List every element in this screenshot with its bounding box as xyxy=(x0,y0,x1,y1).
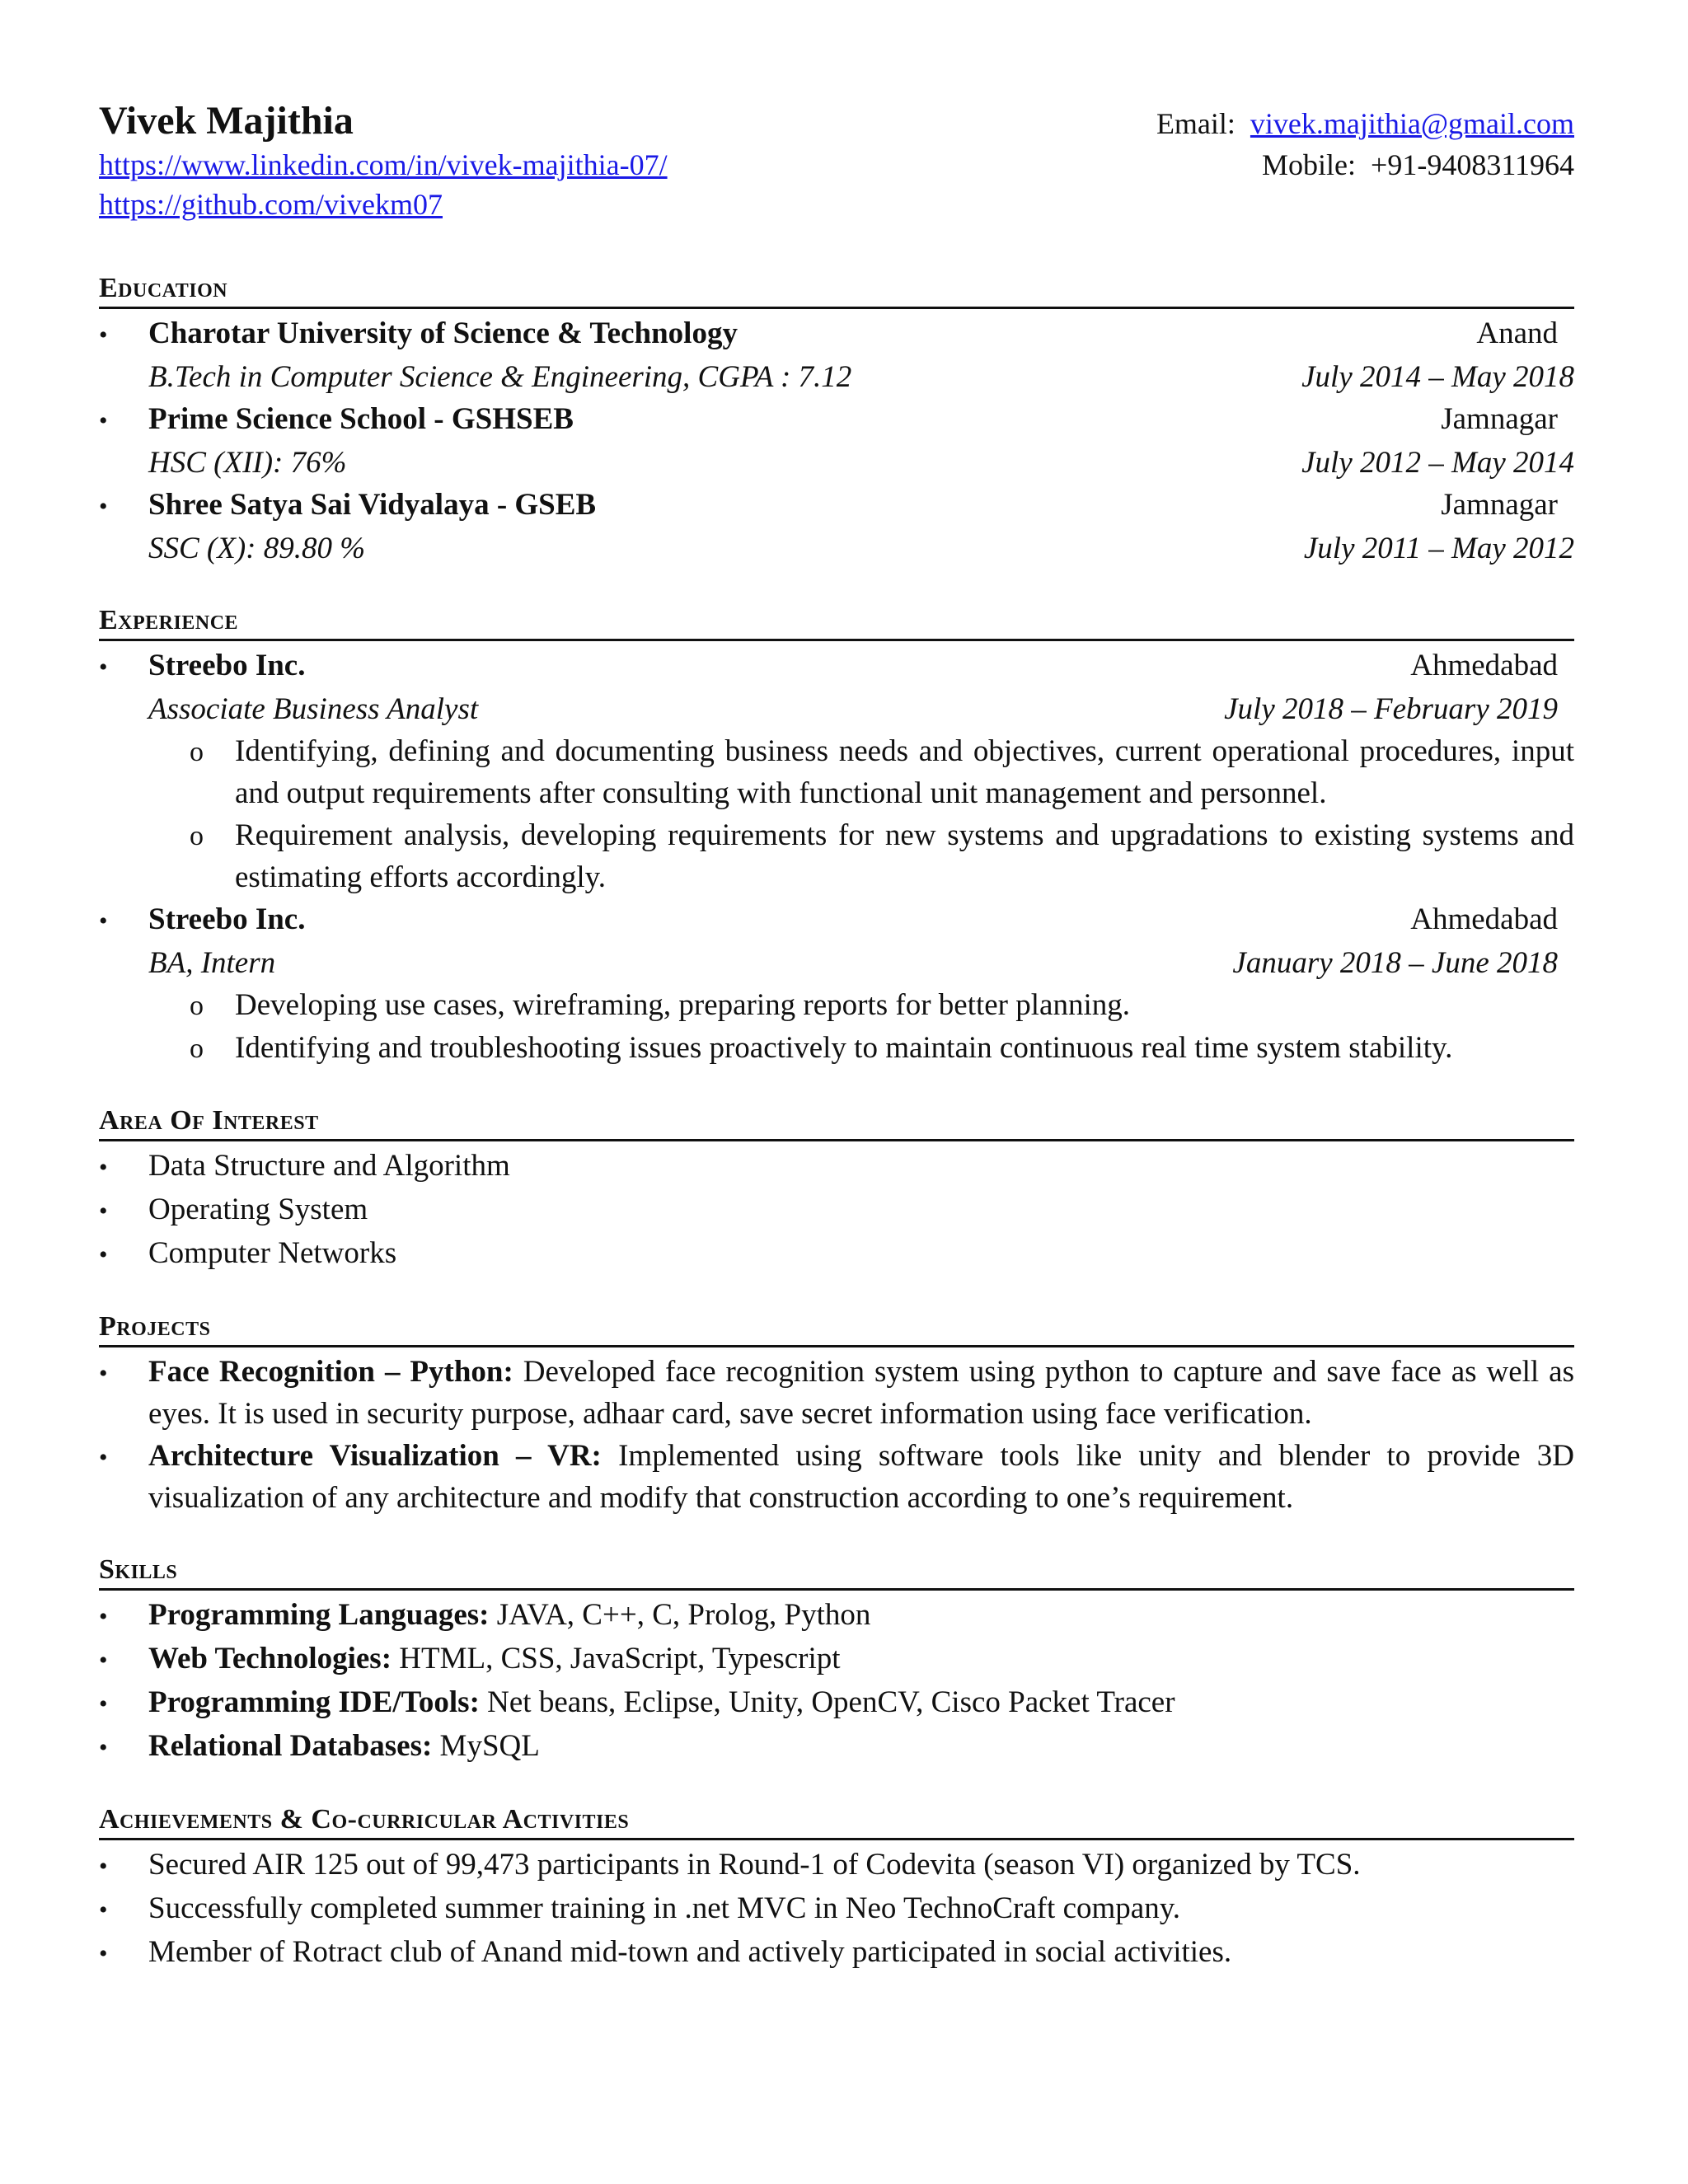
institution-name: Shree Satya Sai Vidyalaya - GSEB xyxy=(148,488,597,522)
email-line xyxy=(1156,104,1574,143)
skill-label: Relational Databases: xyxy=(148,1729,433,1763)
candidate-name: Vivek Majithia xyxy=(99,99,354,143)
sub-bullet-icon: o xyxy=(190,821,204,851)
education-dates: July 2012 – May 2014 xyxy=(1301,446,1574,480)
skill-item xyxy=(99,1594,1574,1638)
mobile-number: +91-9408311964 xyxy=(1371,148,1574,181)
bullet-icon: • xyxy=(99,1647,108,1674)
projects-list xyxy=(99,1351,1574,1519)
interest-list xyxy=(99,1145,1574,1276)
bullet-icon: • xyxy=(99,1896,108,1924)
skill-content xyxy=(148,1725,1574,1767)
interest-section xyxy=(99,1104,1574,1276)
company-location: Ahmedabad xyxy=(1410,649,1558,682)
bullet-icon: • xyxy=(99,1241,108,1268)
education-bullet-row xyxy=(99,312,1574,356)
experience-header xyxy=(148,644,1574,687)
skill-item xyxy=(99,1725,1574,1769)
project-content xyxy=(148,1351,1574,1435)
bullet-icon: • xyxy=(99,1853,108,1880)
job-dates: July 2018 – February 2019 xyxy=(1224,692,1558,726)
bullet-icon: • xyxy=(99,1940,108,1967)
sub-bullet-icon: o xyxy=(190,1033,204,1064)
education-detail: B.Tech in Computer Science & Engineering, CGPA : 7.12 xyxy=(148,360,852,394)
skill-content xyxy=(148,1594,1574,1636)
skill-values: Net beans, Eclipse, Unity, OpenCV, Cisco Packet Tracer xyxy=(487,1685,1175,1719)
education-header xyxy=(148,312,1574,354)
education-header xyxy=(148,484,1574,526)
experience-bullet-row xyxy=(99,898,1574,942)
resume-page xyxy=(99,97,1574,2009)
skill-item xyxy=(99,1681,1574,1725)
section-title-interest: Area Of Interest xyxy=(99,1104,1574,1141)
sub-bullet-icon: o xyxy=(190,737,204,767)
email-link[interactable]: vivek.majithia@gmail.com xyxy=(1250,107,1574,140)
experience-point-text: Identifying and troubleshooting issues proactively to maintain continuous real time system stability. xyxy=(235,1031,1453,1065)
github-link[interactable]: https://github.com/vivekm07 xyxy=(99,188,443,221)
education-detail-row xyxy=(99,356,1574,398)
job-role: Associate Business Analyst xyxy=(148,692,479,726)
experience-role-row xyxy=(99,688,1574,730)
interest-item xyxy=(99,1188,1574,1232)
education-header xyxy=(148,398,1574,440)
job-role: BA, Intern xyxy=(148,946,276,980)
linkedin-link[interactable]: https://www.linkedin.com/in/vivek-majithia-07/ xyxy=(99,148,668,181)
education-bullet-row xyxy=(99,398,1574,442)
section-title-experience: Experience xyxy=(99,604,1574,641)
education-entry xyxy=(99,398,1574,484)
achievement-text: Member of Rotract club of Anand mid-town and actively participated in social activities. xyxy=(148,1935,1232,1969)
projects-section xyxy=(99,1310,1574,1519)
institution-location: Jamnagar xyxy=(1441,402,1558,436)
bullet-icon: • xyxy=(99,1603,108,1630)
experience-entry xyxy=(99,898,1574,1070)
project-item xyxy=(99,1435,1574,1519)
interest-text: Operating System xyxy=(148,1193,368,1226)
achievement-item xyxy=(99,1931,1574,1975)
bullet-icon: • xyxy=(99,493,108,520)
achievement-item xyxy=(99,1887,1574,1931)
achievement-text: Secured AIR 125 out of 99,473 participants in Round-1 of Codevita (season VI) organized by TCS. xyxy=(148,1848,1361,1882)
section-title-projects: Projects xyxy=(99,1310,1574,1347)
bullet-icon: • xyxy=(99,1690,108,1718)
bullet-icon: • xyxy=(99,1444,108,1471)
experience-point xyxy=(190,1027,1574,1070)
skill-content xyxy=(148,1638,1574,1680)
mobile-label: Mobile: xyxy=(1262,148,1357,181)
experience-point-text: Identifying, defining and documenting business needs and objectives, current operational procedures, input and output requirements after consulting with functional unit management and personnel. xyxy=(235,734,1574,810)
experience-list xyxy=(99,644,1574,1070)
project-name: Face Recognition – Python: xyxy=(148,1355,513,1389)
skill-content xyxy=(148,1681,1574,1723)
education-bullet-row xyxy=(99,484,1574,527)
section-title-education: Education xyxy=(99,272,1574,309)
company-name: Streebo Inc. xyxy=(148,902,306,936)
education-list xyxy=(99,312,1574,569)
institution-location: Anand xyxy=(1476,316,1558,350)
skill-label: Programming Languages: xyxy=(148,1598,490,1632)
skill-values: JAVA, C++, C, Prolog, Python xyxy=(496,1598,871,1632)
skills-section xyxy=(99,1554,1574,1769)
job-dates: January 2018 – June 2018 xyxy=(1232,946,1558,980)
bullet-icon: • xyxy=(99,654,108,681)
resume-header xyxy=(99,97,1574,224)
interest-text: Data Structure and Algorithm xyxy=(148,1149,510,1183)
skills-list xyxy=(99,1594,1574,1769)
project-item xyxy=(99,1351,1574,1435)
skill-values: HTML, CSS, JavaScript, Typescript xyxy=(399,1642,841,1675)
experience-header xyxy=(148,898,1574,940)
experience-bullet-row xyxy=(99,644,1574,688)
education-detail-row xyxy=(99,442,1574,484)
experience-point xyxy=(190,984,1574,1027)
mobile-line xyxy=(1262,145,1574,185)
company-name: Streebo Inc. xyxy=(148,649,306,682)
bullet-icon: • xyxy=(99,407,108,434)
experience-point-text: Requirement analysis, developing requirements for new systems and upgradations to existing systems and estimating efforts accordingly. xyxy=(235,818,1574,894)
education-dates: July 2014 – May 2018 xyxy=(1301,360,1574,394)
skill-label: Web Technologies: xyxy=(148,1642,392,1675)
education-detail-row xyxy=(99,527,1574,569)
bullet-icon: • xyxy=(99,1360,108,1387)
experience-section xyxy=(99,604,1574,1070)
institution-name: Prime Science School - GSHSEB xyxy=(148,402,574,436)
bullet-icon: • xyxy=(99,321,108,349)
skill-values: MySQL xyxy=(439,1729,540,1763)
education-entry xyxy=(99,484,1574,569)
project-description: Developed face recognition system using python to capture and save face as well as eyes. It is used in security purpose, adhaar card, save secret information using face verification. xyxy=(148,1355,1574,1431)
experience-points xyxy=(99,984,1574,1070)
achievement-item xyxy=(99,1844,1574,1887)
education-dates: July 2011 – May 2012 xyxy=(1303,532,1574,565)
project-name: Architecture Visualization – VR: xyxy=(148,1439,602,1473)
education-entry xyxy=(99,312,1574,398)
achievements-section xyxy=(99,1803,1574,1975)
experience-entry xyxy=(99,644,1574,898)
interest-item xyxy=(99,1232,1574,1276)
experience-point xyxy=(190,730,1574,814)
company-location: Ahmedabad xyxy=(1410,902,1558,936)
skill-label: Programming IDE/Tools: xyxy=(148,1685,480,1719)
education-section xyxy=(99,272,1574,569)
sub-bullet-icon: o xyxy=(190,991,204,1021)
project-content xyxy=(148,1435,1574,1519)
experience-point xyxy=(190,814,1574,898)
institution-name: Charotar University of Science & Technology xyxy=(148,316,738,350)
education-detail: HSC (XII): 76% xyxy=(148,446,347,480)
achievements-list xyxy=(99,1844,1574,1975)
bullet-icon: • xyxy=(99,1197,108,1225)
bullet-icon: • xyxy=(99,1154,108,1181)
interest-text: Computer Networks xyxy=(148,1236,397,1270)
bullet-icon: • xyxy=(99,1734,108,1761)
institution-location: Jamnagar xyxy=(1441,488,1558,522)
interest-item xyxy=(99,1145,1574,1188)
section-title-achievements: Achievements & Co-curricular Activities xyxy=(99,1803,1574,1840)
education-detail: SSC (X): 89.80 % xyxy=(148,532,366,565)
skill-item xyxy=(99,1638,1574,1681)
bullet-icon: • xyxy=(99,907,108,935)
project-description: Implemented using software tools like unity and blender to provide 3D visualization of any architecture and modify that construction according to one’s requirement. xyxy=(148,1439,1575,1515)
section-title-skills: Skills xyxy=(99,1554,1574,1591)
experience-points xyxy=(99,730,1574,898)
experience-role-row xyxy=(99,942,1574,984)
achievement-text: Successfully completed summer training in .net MVC in Neo TechnoCraft company. xyxy=(148,1891,1181,1925)
email-label: Email: xyxy=(1156,107,1236,140)
experience-point-text: Developing use cases, wireframing, preparing reports for better planning. xyxy=(235,988,1130,1022)
